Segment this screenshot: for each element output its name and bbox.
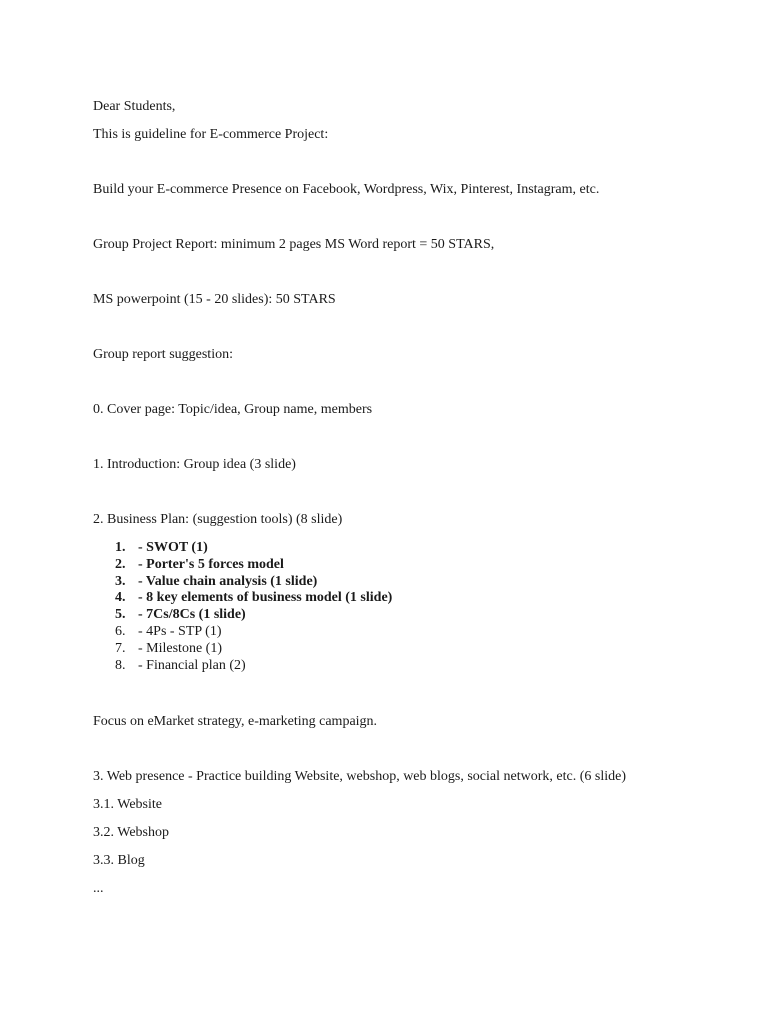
web-presence-line: 3. Web presence - Practice building Website, webshop, web blogs, social network, etc. (6 slide)	[93, 769, 626, 785]
list-item	[93, 607, 673, 624]
list-item-number: 1.	[115, 540, 126, 555]
webshop-line: 3.2. Webshop	[93, 825, 170, 841]
list-item-text: - Financial plan (2)	[138, 657, 246, 673]
list-item-number: 5.	[115, 607, 126, 623]
list-item-number: 4.	[115, 590, 126, 606]
suggestion-heading: Group report suggestion:	[93, 347, 233, 362]
list-item-number: 8.	[115, 657, 126, 673]
report-line: Group Project Report: minimum 2 pages MS Word report = 50 STARS,	[93, 237, 495, 252]
list-item-text: - Porter's 5 forces model	[138, 556, 284, 572]
powerpoint-line: MS powerpoint (15 - 20 slides): 50 STARS	[93, 292, 336, 307]
greeting: Dear Students,	[93, 99, 176, 114]
list-item-number: 2.	[115, 556, 126, 572]
list-item-number: 7.	[115, 640, 126, 656]
list-item	[93, 641, 673, 658]
list-item-number: 3.	[115, 573, 126, 589]
ellipsis-line: ...	[93, 881, 104, 897]
list-item-text: - 7Cs/8Cs (1 slide)	[138, 607, 246, 623]
list-item-text: - SWOT (1)	[138, 540, 208, 555]
list-item	[93, 624, 673, 641]
list-item	[93, 590, 673, 607]
business-plan-list	[93, 540, 673, 674]
document-page	[93, 98, 673, 898]
website-line: 3.1. Website	[93, 797, 162, 813]
list-item	[93, 557, 673, 574]
list-item-text: - Value chain analysis (1 slide)	[138, 573, 318, 589]
intro-line: This is guideline for E-commerce Project:	[93, 127, 329, 142]
blog-line: 3.3. Blog	[93, 853, 145, 869]
focus-line: Focus on eMarket strategy, e-marketing campaign.	[93, 714, 378, 730]
list-item-text: - 8 key elements of business model (1 slide)	[138, 590, 393, 606]
list-item	[93, 658, 673, 675]
business-plan-line: 2. Business Plan: (suggestion tools) (8 slide)	[93, 512, 343, 527]
list-item	[93, 574, 673, 591]
list-item	[93, 540, 673, 557]
list-item-text: - Milestone (1)	[138, 640, 222, 656]
cover-page-line: 0. Cover page: Topic/idea, Group name, members	[93, 402, 373, 417]
list-item-text: - 4Ps - STP (1)	[138, 623, 222, 639]
build-line: Build your E-commerce Presence on Facebook, Wordpress, Wix, Pinterest, Instagram, etc.	[93, 182, 600, 197]
introduction-line: 1. Introduction: Group idea (3 slide)	[93, 457, 296, 472]
list-item-number: 6.	[115, 623, 126, 639]
